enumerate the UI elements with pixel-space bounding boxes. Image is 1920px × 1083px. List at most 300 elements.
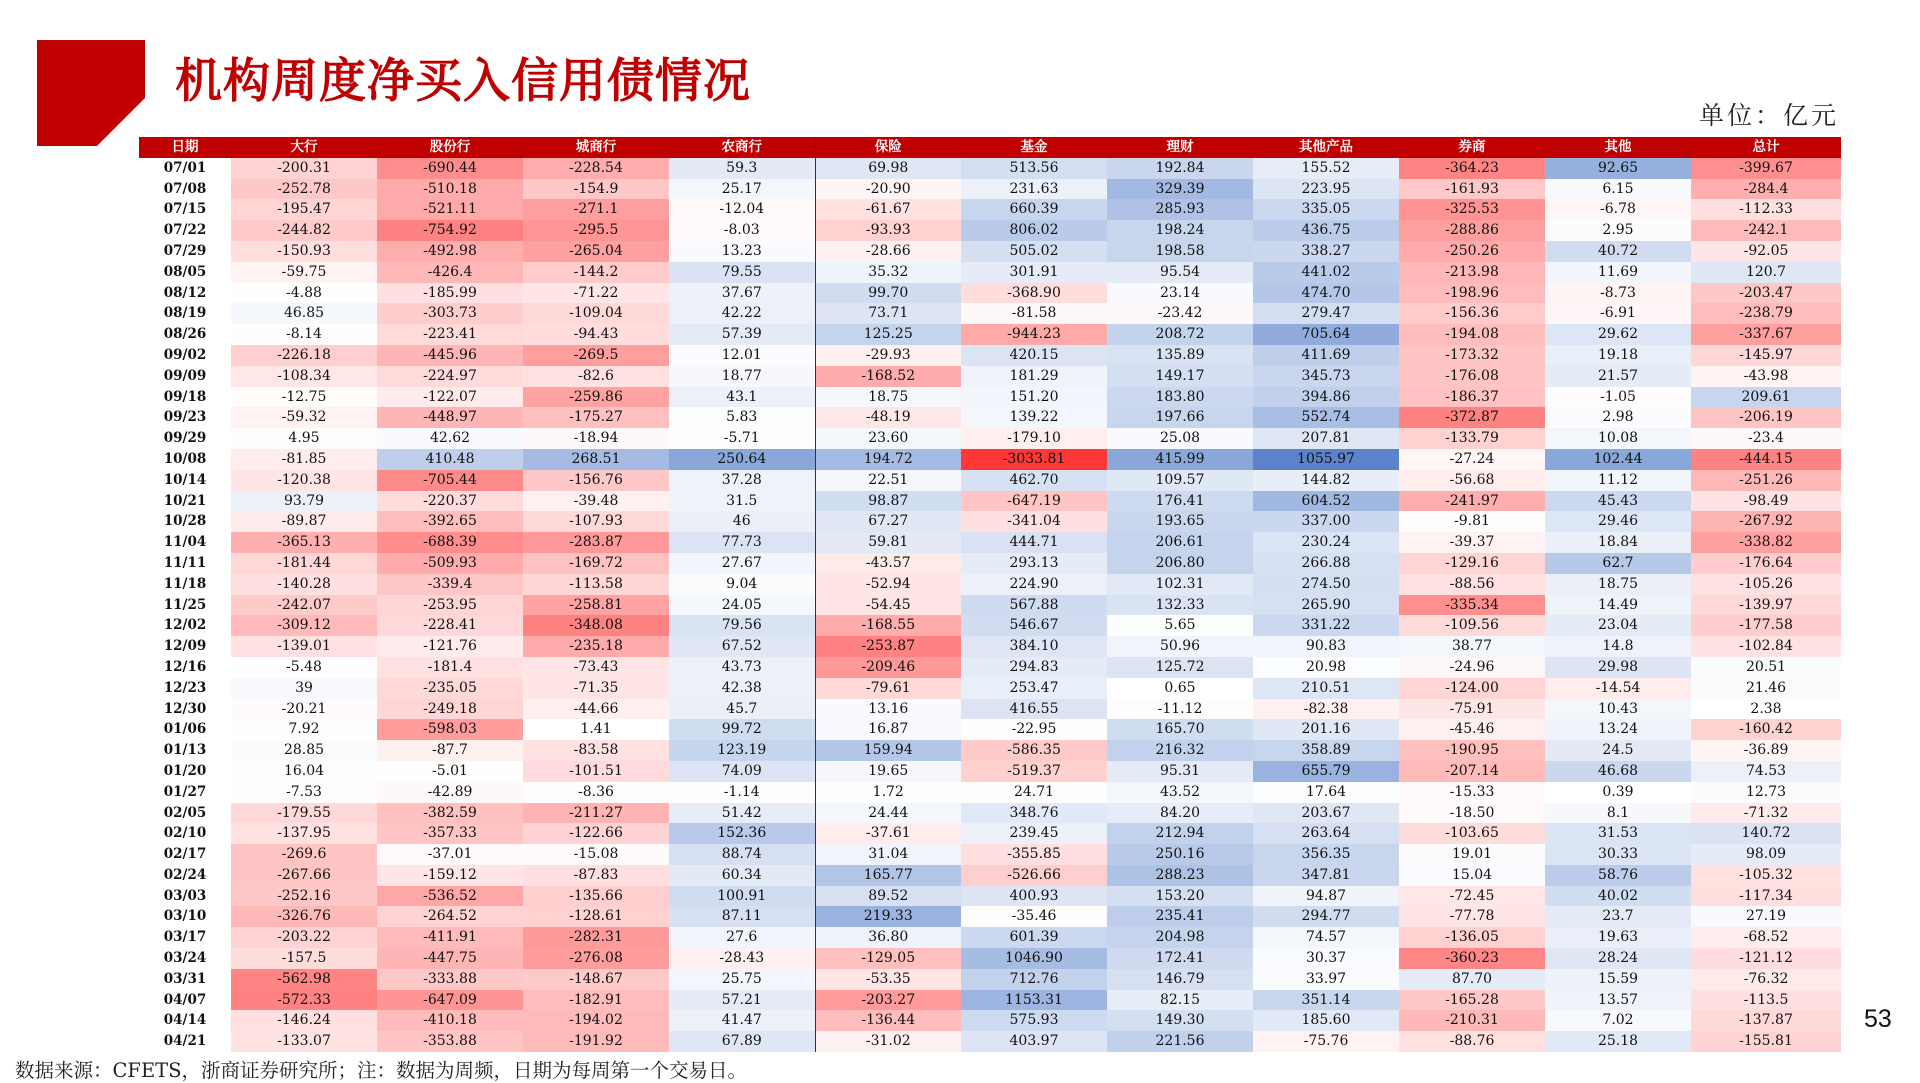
value-cell: 60.34 bbox=[669, 865, 815, 886]
value-cell: -284.4 bbox=[1691, 179, 1841, 200]
value-cell: 144.82 bbox=[1253, 470, 1399, 491]
value-cell: -71.22 bbox=[523, 283, 669, 304]
value-cell: -688.39 bbox=[377, 532, 523, 553]
value-cell: 46.85 bbox=[231, 303, 377, 324]
value-cell: 67.89 bbox=[669, 1031, 815, 1052]
value-cell: -182.91 bbox=[523, 990, 669, 1011]
table-row bbox=[139, 595, 1841, 616]
value-cell: 268.51 bbox=[523, 449, 669, 470]
value-cell: 301.91 bbox=[961, 262, 1107, 283]
value-cell: 79.56 bbox=[669, 615, 815, 636]
value-cell: 230.24 bbox=[1253, 532, 1399, 553]
table-row bbox=[139, 366, 1841, 387]
value-cell: -42.89 bbox=[377, 782, 523, 803]
value-cell: 274.50 bbox=[1253, 574, 1399, 595]
table-row bbox=[139, 283, 1841, 304]
value-cell: -176.64 bbox=[1691, 553, 1841, 574]
value-cell: 57.21 bbox=[669, 990, 815, 1011]
value-cell: 74.57 bbox=[1253, 927, 1399, 948]
value-cell: 23.60 bbox=[815, 428, 961, 449]
value-cell: 155.52 bbox=[1253, 158, 1399, 179]
value-cell: -283.87 bbox=[523, 532, 669, 553]
value-cell: 42.22 bbox=[669, 303, 815, 324]
value-cell: 552.74 bbox=[1253, 407, 1399, 428]
value-cell: 462.70 bbox=[961, 470, 1107, 491]
value-cell: 149.17 bbox=[1107, 366, 1253, 387]
date-cell: 07/29 bbox=[163, 242, 207, 259]
value-cell: 1046.90 bbox=[961, 948, 1107, 969]
value-cell: 250.16 bbox=[1107, 844, 1253, 865]
value-cell: 415.99 bbox=[1107, 449, 1253, 470]
value-cell: 11.69 bbox=[1545, 262, 1691, 283]
column-header: 城商行 bbox=[523, 137, 669, 158]
value-cell: -258.81 bbox=[523, 595, 669, 616]
value-cell: -169.72 bbox=[523, 553, 669, 574]
value-cell: -411.91 bbox=[377, 927, 523, 948]
value-cell: -224.97 bbox=[377, 366, 523, 387]
column-header: 农商行 bbox=[669, 137, 815, 158]
value-cell: -341.04 bbox=[961, 511, 1107, 532]
date-cell: 07/01 bbox=[163, 159, 207, 176]
value-cell: 181.29 bbox=[961, 366, 1107, 387]
value-cell: 223.95 bbox=[1253, 179, 1399, 200]
value-cell: 285.93 bbox=[1107, 199, 1253, 220]
value-cell: 7.92 bbox=[231, 719, 377, 740]
value-cell: 37.28 bbox=[669, 470, 815, 491]
value-cell: -244.82 bbox=[231, 220, 377, 241]
value-cell: 23.14 bbox=[1107, 283, 1253, 304]
value-cell: -355.85 bbox=[961, 844, 1107, 865]
value-cell: -108.34 bbox=[231, 366, 377, 387]
value-cell: -191.92 bbox=[523, 1031, 669, 1052]
value-cell: -198.96 bbox=[1399, 283, 1545, 304]
value-cell: -15.08 bbox=[523, 844, 669, 865]
value-cell: 13.57 bbox=[1545, 990, 1691, 1011]
value-cell: 18.75 bbox=[1545, 574, 1691, 595]
value-cell: 201.16 bbox=[1253, 719, 1399, 740]
value-cell: 20.51 bbox=[1691, 657, 1841, 678]
value-cell: -195.47 bbox=[231, 199, 377, 220]
value-cell: -161.93 bbox=[1399, 179, 1545, 200]
brand-corner-mark bbox=[37, 40, 145, 146]
value-cell: 25.75 bbox=[669, 969, 815, 990]
value-cell: 102.44 bbox=[1545, 449, 1691, 470]
table-row bbox=[139, 262, 1841, 283]
value-cell: 88.74 bbox=[669, 844, 815, 865]
value-cell: -333.88 bbox=[377, 969, 523, 990]
date-cell: 01/27 bbox=[163, 783, 207, 800]
value-cell: 69.98 bbox=[815, 158, 961, 179]
table-row bbox=[139, 345, 1841, 366]
value-cell: 151.20 bbox=[961, 387, 1107, 408]
value-cell: -105.26 bbox=[1691, 574, 1841, 595]
value-cell: -157.5 bbox=[231, 948, 377, 969]
value-cell: -168.55 bbox=[815, 615, 961, 636]
value-cell: 77.73 bbox=[669, 532, 815, 553]
value-cell: 172.41 bbox=[1107, 948, 1253, 969]
value-cell: 329.39 bbox=[1107, 179, 1253, 200]
table-row bbox=[139, 699, 1841, 720]
value-cell: 135.89 bbox=[1107, 345, 1253, 366]
date-cell: 12/30 bbox=[163, 700, 207, 717]
value-cell: 120.7 bbox=[1691, 262, 1841, 283]
value-cell: -360.23 bbox=[1399, 948, 1545, 969]
value-cell: 18.84 bbox=[1545, 532, 1691, 553]
table-row bbox=[139, 927, 1841, 948]
value-cell: 132.33 bbox=[1107, 595, 1253, 616]
value-cell: 266.88 bbox=[1253, 553, 1399, 574]
date-cell: 03/24 bbox=[163, 950, 207, 967]
value-cell: -76.32 bbox=[1691, 969, 1841, 990]
value-cell: -87.83 bbox=[523, 865, 669, 886]
value-cell: -265.04 bbox=[523, 241, 669, 262]
value-cell: -271.1 bbox=[523, 199, 669, 220]
value-cell: -179.55 bbox=[231, 803, 377, 824]
net-purchase-table bbox=[139, 137, 1841, 1052]
value-cell: -103.65 bbox=[1399, 823, 1545, 844]
value-cell: -203.22 bbox=[231, 927, 377, 948]
date-cell: 09/02 bbox=[163, 346, 207, 363]
value-cell: 24.5 bbox=[1545, 740, 1691, 761]
value-cell: -252.16 bbox=[231, 886, 377, 907]
value-cell: -251.26 bbox=[1691, 470, 1841, 491]
value-cell: 712.76 bbox=[961, 969, 1107, 990]
value-cell: 12.73 bbox=[1691, 782, 1841, 803]
value-cell: -81.58 bbox=[961, 303, 1107, 324]
value-cell: -150.93 bbox=[231, 241, 377, 262]
date-cell: 03/10 bbox=[163, 908, 207, 925]
value-cell: -56.68 bbox=[1399, 470, 1545, 491]
value-cell: 198.24 bbox=[1107, 220, 1253, 241]
value-cell: 82.15 bbox=[1107, 990, 1253, 1011]
value-cell: 24.44 bbox=[815, 803, 961, 824]
value-cell: -303.73 bbox=[377, 303, 523, 324]
date-cell: 01/20 bbox=[163, 762, 207, 779]
value-cell: 30.33 bbox=[1545, 844, 1691, 865]
value-cell: 46 bbox=[669, 511, 815, 532]
value-cell: -160.42 bbox=[1691, 719, 1841, 740]
table-row bbox=[139, 407, 1841, 428]
value-cell: -252.78 bbox=[231, 179, 377, 200]
value-cell: -368.90 bbox=[961, 283, 1107, 304]
value-cell: 43.73 bbox=[669, 657, 815, 678]
value-cell: 50.96 bbox=[1107, 636, 1253, 657]
value-cell: -8.73 bbox=[1545, 283, 1691, 304]
value-cell: -335.34 bbox=[1399, 595, 1545, 616]
value-cell: -102.84 bbox=[1691, 636, 1841, 657]
value-cell: 9.04 bbox=[669, 574, 815, 595]
value-cell: -54.45 bbox=[815, 595, 961, 616]
table-row bbox=[139, 615, 1841, 636]
date-cell: 09/09 bbox=[163, 367, 207, 384]
page-number: 53 bbox=[1864, 1005, 1892, 1033]
value-cell: -61.67 bbox=[815, 199, 961, 220]
value-cell: -410.18 bbox=[377, 1010, 523, 1031]
date-cell: 03/17 bbox=[163, 929, 207, 946]
value-cell: 705.64 bbox=[1253, 324, 1399, 345]
date-cell: 04/14 bbox=[163, 1012, 207, 1029]
value-cell: 16.04 bbox=[231, 761, 377, 782]
value-cell: -39.48 bbox=[523, 491, 669, 512]
value-cell: 567.88 bbox=[961, 595, 1107, 616]
date-cell: 07/08 bbox=[163, 180, 207, 197]
value-cell: -1.14 bbox=[669, 782, 815, 803]
value-cell: -89.87 bbox=[231, 511, 377, 532]
value-cell: -203.47 bbox=[1691, 283, 1841, 304]
value-cell: 98.09 bbox=[1691, 844, 1841, 865]
value-cell: 2.95 bbox=[1545, 220, 1691, 241]
column-header: 基金 bbox=[961, 137, 1107, 158]
value-cell: -337.67 bbox=[1691, 324, 1841, 345]
table-row bbox=[139, 886, 1841, 907]
value-cell: -59.32 bbox=[231, 407, 377, 428]
value-cell: -288.86 bbox=[1399, 220, 1545, 241]
date-cell: 01/13 bbox=[163, 742, 207, 759]
value-cell: 13.23 bbox=[669, 241, 815, 262]
value-cell: -122.66 bbox=[523, 823, 669, 844]
value-cell: -1.05 bbox=[1545, 387, 1691, 408]
value-cell: -87.7 bbox=[377, 740, 523, 761]
value-cell: 347.81 bbox=[1253, 865, 1399, 886]
value-cell: -148.67 bbox=[523, 969, 669, 990]
value-cell: 806.02 bbox=[961, 220, 1107, 241]
value-cell: -598.03 bbox=[377, 719, 523, 740]
value-cell: -77.78 bbox=[1399, 906, 1545, 927]
value-cell: -27.24 bbox=[1399, 449, 1545, 470]
value-cell: 11.12 bbox=[1545, 470, 1691, 491]
value-cell: -647.19 bbox=[961, 491, 1107, 512]
value-cell: 441.02 bbox=[1253, 262, 1399, 283]
date-cell: 12/02 bbox=[163, 617, 207, 634]
value-cell: -242.07 bbox=[231, 595, 377, 616]
value-cell: -23.4 bbox=[1691, 428, 1841, 449]
value-cell: 46.68 bbox=[1545, 761, 1691, 782]
value-cell: -12.04 bbox=[669, 199, 815, 220]
value-cell: 203.67 bbox=[1253, 803, 1399, 824]
table-row bbox=[139, 969, 1841, 990]
table-row bbox=[139, 740, 1841, 761]
value-cell: -282.31 bbox=[523, 927, 669, 948]
value-cell: 152.36 bbox=[669, 823, 815, 844]
value-cell: -228.41 bbox=[377, 615, 523, 636]
value-cell: 185.60 bbox=[1253, 1010, 1399, 1031]
value-cell: 420.15 bbox=[961, 345, 1107, 366]
value-cell: 5.83 bbox=[669, 407, 815, 428]
value-cell: 87.70 bbox=[1399, 969, 1545, 990]
table-row bbox=[139, 948, 1841, 969]
value-cell: -705.44 bbox=[377, 470, 523, 491]
value-cell: -136.05 bbox=[1399, 927, 1545, 948]
value-cell: 109.57 bbox=[1107, 470, 1253, 491]
value-cell: -140.28 bbox=[231, 574, 377, 595]
value-cell: 100.91 bbox=[669, 886, 815, 907]
value-cell: -690.44 bbox=[377, 158, 523, 179]
value-cell: 67.52 bbox=[669, 636, 815, 657]
value-cell: 231.63 bbox=[961, 179, 1107, 200]
value-cell: -107.93 bbox=[523, 511, 669, 532]
value-cell: -120.38 bbox=[231, 470, 377, 491]
value-cell: 15.59 bbox=[1545, 969, 1691, 990]
value-cell: -353.88 bbox=[377, 1031, 523, 1052]
value-cell: -109.04 bbox=[523, 303, 669, 324]
value-cell: -250.26 bbox=[1399, 241, 1545, 262]
value-cell: 99.72 bbox=[669, 719, 815, 740]
date-cell: 01/06 bbox=[163, 721, 207, 738]
value-cell: 27.67 bbox=[669, 553, 815, 574]
value-cell: -5.01 bbox=[377, 761, 523, 782]
value-cell: -194.02 bbox=[523, 1010, 669, 1031]
value-cell: 16.87 bbox=[815, 719, 961, 740]
value-cell: -168.52 bbox=[815, 366, 961, 387]
value-cell: 394.86 bbox=[1253, 387, 1399, 408]
date-cell: 08/26 bbox=[163, 326, 207, 343]
value-cell: 331.22 bbox=[1253, 615, 1399, 636]
column-header: 日期 bbox=[139, 137, 231, 158]
value-cell: 45.43 bbox=[1545, 491, 1691, 512]
value-cell: 95.31 bbox=[1107, 761, 1253, 782]
value-cell: -137.95 bbox=[231, 823, 377, 844]
value-cell: -155.81 bbox=[1691, 1031, 1841, 1052]
value-cell: 204.98 bbox=[1107, 927, 1253, 948]
value-cell: 294.77 bbox=[1253, 906, 1399, 927]
value-cell: -181.4 bbox=[377, 657, 523, 678]
value-cell: 153.20 bbox=[1107, 886, 1253, 907]
date-cell: 08/05 bbox=[163, 263, 207, 280]
value-cell: 28.24 bbox=[1545, 948, 1691, 969]
value-cell: 575.93 bbox=[961, 1010, 1107, 1031]
value-cell: 219.33 bbox=[815, 906, 961, 927]
value-cell: 0.39 bbox=[1545, 782, 1691, 803]
value-cell: 14.49 bbox=[1545, 595, 1691, 616]
value-cell: 194.72 bbox=[815, 449, 961, 470]
value-cell: 235.41 bbox=[1107, 906, 1253, 927]
value-cell: 1153.31 bbox=[961, 990, 1107, 1011]
value-cell: 0.65 bbox=[1107, 678, 1253, 699]
value-cell: -88.56 bbox=[1399, 574, 1545, 595]
value-cell: -509.93 bbox=[377, 553, 523, 574]
value-cell: -536.52 bbox=[377, 886, 523, 907]
table-row bbox=[139, 865, 1841, 886]
value-cell: 5.65 bbox=[1107, 615, 1253, 636]
value-cell: -382.59 bbox=[377, 803, 523, 824]
value-cell: -179.10 bbox=[961, 428, 1107, 449]
value-cell: 1055.97 bbox=[1253, 449, 1399, 470]
value-cell: -8.14 bbox=[231, 324, 377, 345]
value-cell: 21.57 bbox=[1545, 366, 1691, 387]
value-cell: -249.18 bbox=[377, 699, 523, 720]
table-row bbox=[139, 199, 1841, 220]
value-cell: 197.66 bbox=[1107, 407, 1253, 428]
value-cell: -124.00 bbox=[1399, 678, 1545, 699]
value-cell: -139.01 bbox=[231, 636, 377, 657]
value-cell: 98.87 bbox=[815, 491, 961, 512]
value-cell: -39.37 bbox=[1399, 532, 1545, 553]
date-cell: 07/15 bbox=[163, 201, 207, 218]
value-cell: 13.24 bbox=[1545, 719, 1691, 740]
value-cell: 165.77 bbox=[815, 865, 961, 886]
table-row bbox=[139, 1010, 1841, 1031]
value-cell: -20.90 bbox=[815, 179, 961, 200]
value-cell: 209.61 bbox=[1691, 387, 1841, 408]
value-cell: -45.46 bbox=[1399, 719, 1545, 740]
value-cell: 265.90 bbox=[1253, 595, 1399, 616]
value-cell: 8.1 bbox=[1545, 803, 1691, 824]
value-cell: -326.76 bbox=[231, 906, 377, 927]
value-cell: -235.18 bbox=[523, 636, 669, 657]
table-row bbox=[139, 387, 1841, 408]
value-cell: 74.09 bbox=[669, 761, 815, 782]
value-cell: -22.95 bbox=[961, 719, 1107, 740]
value-cell: 513.56 bbox=[961, 158, 1107, 179]
table-row bbox=[139, 1031, 1841, 1052]
value-cell: -426.4 bbox=[377, 262, 523, 283]
value-cell: 337.00 bbox=[1253, 511, 1399, 532]
date-cell: 09/29 bbox=[163, 430, 207, 447]
column-header: 保险 bbox=[815, 137, 961, 158]
value-cell: -448.97 bbox=[377, 407, 523, 428]
value-cell: 29.62 bbox=[1545, 324, 1691, 345]
value-cell: -28.66 bbox=[815, 241, 961, 262]
value-cell: 87.11 bbox=[669, 906, 815, 927]
value-cell: -37.61 bbox=[815, 823, 961, 844]
value-cell: 604.52 bbox=[1253, 491, 1399, 512]
value-cell: 293.13 bbox=[961, 553, 1107, 574]
value-cell: -175.27 bbox=[523, 407, 669, 428]
value-cell: 176.41 bbox=[1107, 491, 1253, 512]
date-cell: 02/10 bbox=[163, 825, 207, 842]
column-header: 理财 bbox=[1107, 137, 1253, 158]
value-cell: 212.94 bbox=[1107, 823, 1253, 844]
date-cell: 09/23 bbox=[163, 409, 207, 426]
value-cell: -112.33 bbox=[1691, 199, 1841, 220]
value-cell: -6.78 bbox=[1545, 199, 1691, 220]
value-cell: -129.16 bbox=[1399, 553, 1545, 574]
value-cell: 411.69 bbox=[1253, 345, 1399, 366]
table-row bbox=[139, 906, 1841, 927]
value-cell: 146.79 bbox=[1107, 969, 1253, 990]
value-cell: -82.6 bbox=[523, 366, 669, 387]
value-cell: 198.58 bbox=[1107, 241, 1253, 262]
value-cell: -253.95 bbox=[377, 595, 523, 616]
value-cell: 546.67 bbox=[961, 615, 1107, 636]
value-cell: -276.08 bbox=[523, 948, 669, 969]
value-cell: -213.98 bbox=[1399, 262, 1545, 283]
value-cell: -5.48 bbox=[231, 657, 377, 678]
value-cell: -253.87 bbox=[815, 636, 961, 657]
value-cell: 14.8 bbox=[1545, 636, 1691, 657]
table-row bbox=[139, 719, 1841, 740]
table-row bbox=[139, 678, 1841, 699]
value-cell: 99.70 bbox=[815, 283, 961, 304]
value-cell: 505.02 bbox=[961, 241, 1107, 262]
date-cell: 10/21 bbox=[163, 492, 207, 509]
value-cell: 25.17 bbox=[669, 179, 815, 200]
value-cell: 31.04 bbox=[815, 844, 961, 865]
value-cell: 15.04 bbox=[1399, 865, 1545, 886]
value-cell: -372.87 bbox=[1399, 407, 1545, 428]
value-cell: 345.73 bbox=[1253, 366, 1399, 387]
value-cell: 35.32 bbox=[815, 262, 961, 283]
value-cell: -7.53 bbox=[231, 782, 377, 803]
date-cell: 02/24 bbox=[163, 866, 207, 883]
column-header: 其他 bbox=[1545, 137, 1691, 158]
value-cell: 19.01 bbox=[1399, 844, 1545, 865]
value-cell: 123.19 bbox=[669, 740, 815, 761]
table-row bbox=[139, 241, 1841, 262]
value-cell: -18.50 bbox=[1399, 803, 1545, 824]
value-cell: -75.91 bbox=[1399, 699, 1545, 720]
value-cell: -98.49 bbox=[1691, 491, 1841, 512]
